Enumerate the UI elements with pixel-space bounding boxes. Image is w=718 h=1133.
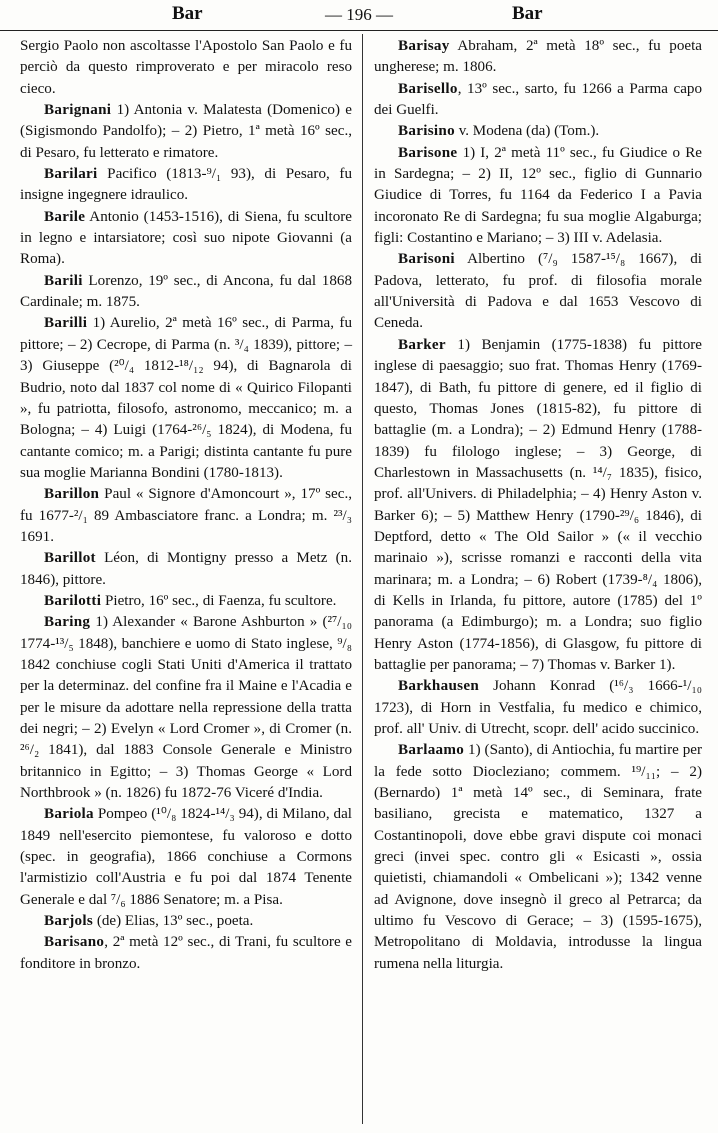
entry-text: 1) Antonia v. Malatesta (Domenico) e (Sigismondo Pandolfo); – 2) Pietro, 1ª metà 16º sec., di Pesaro, fu letterato e rimatore.: [20, 102, 352, 161]
dictionary-entry: [374, 79, 702, 122]
entry-text: Pacifico (1813-⁹/₁ 93), di Pesaro, fu insigne ingegnere idraulico.: [20, 166, 352, 204]
entry-headword: Barignani: [44, 102, 112, 119]
entry-headword: Barilli: [44, 315, 88, 332]
dictionary-entry: [374, 740, 702, 975]
entry-text: 1) Benjamin (1775-1838) fu pittore inglese di paesaggio; suo frat. Thomas Henry (1769-1847), di Bath, fu pittore di genere, ed il figlio di questo, Thomas Jones (1815-82), fu pittore di battaglie (m. a Londra); – 2) Edmund Henry (1788-1839) fu filologo inglese; – 3) George, di Charlestown in Massachusetts (n. ¹⁴/₇ 1835), fisico, prof. all'Univers. di Philadelphia; – 4) Henry Aston v. Barker 6); – 5) Matthew Henry (1790-²⁹/₆ 1846), di Deptford, detto « The Old Sailor » (« il vecchio marinaio »), scrisse romanzi e racconti della vita marinara; m. a Londra; – 6) Robert (1739-⁸/₄ 1806), di Kells in Irlanda, fu pittore, autore (1785) del 1º panorama (a Edimburgo); m. a Londra; suo figlio Henry Aston (1774-1856), di Glasgow, fu pittore di battaglie per panorama; – 7) Thomas v. Barker 1).: [374, 336, 702, 673]
dictionary-entry: [20, 313, 352, 484]
entry-headword: Barisano: [44, 934, 105, 951]
entry-headword: Barisay: [398, 38, 450, 54]
entry-headword: Bariola: [44, 806, 94, 823]
dictionary-entry: [20, 164, 352, 207]
dictionary-entry: [20, 36, 352, 100]
entry-headword: Barilotti: [44, 592, 102, 609]
entry-text: Antonio (1453-1516), di Siena, fu scultore in legno e intarsiatore; così suo nipote Giovanni (a Roma).: [20, 208, 352, 268]
dictionary-entry: [20, 484, 352, 548]
entry-text: , 2ª metà 12º sec., di Trani, fu scultore e fonditore in bronzo.: [20, 934, 352, 972]
dictionary-entry: [20, 932, 352, 975]
entry-headword: Barjols: [44, 913, 94, 930]
page-number: — 196 —: [325, 5, 393, 24]
entry-text: v. Modena (da) (Tom.).: [454, 123, 600, 140]
entry-text: , 13º sec., sarto, fu 1266 a Parma capo dei Guelfi.: [374, 80, 702, 119]
entry-headword: Barillot: [44, 550, 96, 567]
left-column: [20, 36, 352, 975]
entry-text: 1) (Santo), di Antiochia, fu martire per la fede sotto Diocleziano; commem. ¹⁹/₁₁; – 2) (Bernardo) 1ª metà 14º sec., di Seminara, frate basiliano, grecista e matematico, 1327 a Costantinopoli, dove ebbe gravi dispute coi monaci greci (invei spec. contro gli « Esicasti », ossia quietisti, chiamandoli « Ombelicani »); 1342 venne ad Avignone, dove insegnò il greco al Petrarca; da ultimo fu Vescovo di Gerace; – 3) (1595-1675), Metropolitano di Moldavia, introdusse la lingua rumena nella liturgia.: [374, 742, 702, 972]
entry-text: Paul « Signore d'Amoncourt », 17º sec., fu 1677-²/₁ 89 Ambasciatore franc. a Londra; m. ²³/₃ 1691.: [20, 486, 352, 545]
right-column: [374, 36, 702, 975]
entry-headword: Barili: [44, 272, 83, 289]
entry-headword: Barisoni: [398, 251, 455, 268]
dictionary-entry: [20, 271, 352, 314]
entry-text: Lorenzo, 19º sec., di Ancona, fu dal 1868 Cardinale; m. 1875.: [20, 272, 352, 311]
dictionary-entry: [374, 36, 702, 79]
entry-text: Sergio Paolo non ascoltasse l'Apostolo San Paolo e fu perciò da questo rimproverato e per miracolo reso cieco.: [20, 38, 352, 97]
dictionary-entry: [374, 335, 702, 677]
dictionary-entry: [20, 804, 352, 911]
dictionary-entry: [20, 100, 352, 164]
entry-text: (de) Elias, 13º sec., poeta.: [93, 913, 254, 930]
dictionary-entry: [20, 591, 352, 612]
entry-text: Léon, di Montigny presso a Metz (n. 1846), pittore.: [20, 550, 352, 588]
entry-headword: Barilari: [44, 166, 98, 183]
entry-text: Albertino (⁷/₉ 1587-¹⁵/₈ 1667), di Padova, letterato, fu prof. di filosofia morale all'Università di Padova e dal 1653 Vescovo di Ceneda.: [374, 251, 702, 332]
entry-text: Johann Konrad (¹⁶/₃ 1666-¹/₁₀ 1723), di Horn in Vestfalia, fu medico e chimico, prof. all' Univ. di Utrecht, scopr. dell' acido succinico.: [374, 678, 702, 737]
entry-headword: Barillon: [44, 486, 100, 503]
entry-headword: Barker: [398, 336, 446, 353]
dictionary-entry: [20, 207, 352, 271]
entry-headword: Barisone: [398, 144, 458, 161]
entry-text: Abraham, 2ª metà 18º sec., fu poeta ungherese; m. 1806.: [374, 38, 702, 76]
header-right-keyword: Bar: [512, 3, 543, 24]
entry-headword: Barlaamo: [398, 742, 465, 759]
dictionary-entry: [374, 249, 702, 334]
entry-headword: Barisello: [398, 80, 458, 97]
entry-headword: Barile: [44, 208, 86, 225]
dictionary-entry: [374, 143, 702, 250]
page-header: [0, 0, 718, 31]
dictionary-entry: [374, 676, 702, 740]
entry-text: 1) Alexander « Barone Ashburton » (²⁷/₁₀ 1774-¹³/₅ 1848), banchiere e uomo di Stato inglese, ⁹/₈ 1842 conchiuse cogli Stati Uniti d'America il trattato per la determinaz. del confine fra il Maine e l'Acadia e per le misure da adottare nella repressione della tratta dei negri; – 2) Evelyn « Lord Cromer », di Cromer (n. ²⁶/₂ 1841), dal 1883 Console Generale e Ministro britannico in Egitto; – 3) Thomas George « Lord Northbrook » (n. 1826) fu 1872-76 Viceré d'India.: [20, 614, 352, 802]
header-left-keyword: Bar: [172, 3, 203, 24]
dictionary-entry: [374, 121, 702, 142]
dictionary-entry: [20, 612, 352, 804]
dictionary-entry: [20, 548, 352, 591]
entry-headword: Barkhausen: [398, 678, 480, 695]
entry-text: Pietro, 16º sec., di Faenza, fu scultore.: [101, 592, 337, 609]
entry-headword: Baring: [44, 614, 91, 631]
entry-text: 1) I, 2ª metà 11º sec., fu Giudice o Re in Sardegna; – 2) II, 12º sec., figlio di Gunnario Giudice di Torres, fu 1164 da Federico I a Pavia incoronato Re di Sardegna; fu sua moglie Algaburga; figli: Costantino e Mariano; – 3) III v. Adelasia.: [374, 144, 702, 247]
entry-text: 1) Aurelio, 2ª metà 16º sec., di Parma, fu pittore; – 2) Cecrope, di Parma (n. ³/₄ 1839), pittore; – 3) Giuseppe (²⁰/₄ 1812-¹⁸/₁₂ 94), di Bagnarola di Budrio, noto dal 1837 col nome di « Quirico Filopanti », fu patriotta, filosofo, astronomo, meccanico; m. a Bologna; – 4) Luigi (1764-²⁶/₅ 1824), di Modena, fu cantante comico; m. a Parigi; distinta cantante fu pure sua moglie Marianna Bondini (1780-1813).: [20, 315, 352, 481]
column-divider: [362, 34, 363, 1124]
entry-text: Pompeo (¹⁰/₈ 1824-¹⁴/₃ 94), di Milano, dal 1849 nell'esercito piemontese, fu valoroso e dotto (spec. in geografia), 1866 conchiuse a Cormons l'armistizio coll'Austria e fu poi dal 1874 Tenente Generale e dal ⁷/₆ 1886 Senatore; m. a Pisa.: [20, 806, 352, 908]
entry-headword: Barisino: [398, 123, 455, 140]
dictionary-entry: [20, 911, 352, 932]
